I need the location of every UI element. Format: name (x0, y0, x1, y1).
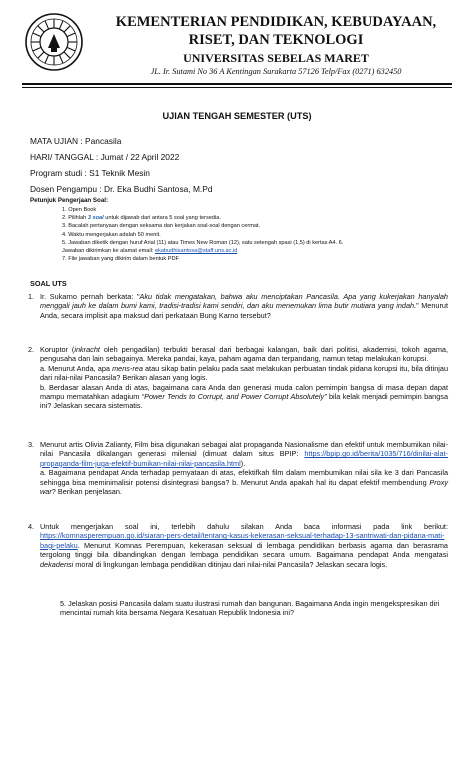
questions-heading: SOAL UTS (30, 279, 67, 288)
question-number: 1. (28, 292, 35, 301)
instruction-item: 3. Bacalah pertanyaan dengan seksama dan kerjakan soal-soal dengan cermat. (62, 223, 261, 230)
instructions-heading: Petunjuk Pengerjaan Soal: (30, 197, 109, 204)
instructions-list (62, 206, 343, 263)
question-number: 2. (28, 345, 35, 354)
letterhead-ministry-line1: KEMENTERIAN PENDIDIKAN, KEBUDAYAAN, (115, 14, 437, 30)
letterhead-rule-thick (22, 83, 452, 85)
bpip-link[interactable]: https://bpip.go.id/berita/1035/716/dinilai-alat-propaganda-film-juga-efektif-bumikan-nilai-nilai-pancasila.html (40, 449, 448, 468)
email-link[interactable]: ekabudhisantosa@staff.uns.ac.id (154, 248, 238, 255)
question-number: 4. (28, 522, 35, 531)
letterhead-address: JL. Ir. Sutami No 36 A Kentingan Surakarta 57126 Telp/Fax (0271) 632450 (150, 67, 402, 76)
info-lecturer: Dosen Pengampu : Dr. Eka Budhi Santosa, M.Pd (30, 184, 213, 194)
question-3: 3. Menurut artis Olivia Zalianty, Film bisa digunakan sebagai alat propaganda Nasionalisme dan efektif untuk membumikan nilai-nilai Pancasila dikalangan generasi milenial (dimuat dalam situs BPIP: https://bpip.go.id/berita/1035/716/dinilai-alat-propaganda-film-juga-efektif-bumikan-nilai-nilai-pancasila.html). a. Bagaimana pendapat Anda terhadap pernyataan di atas, efektifkah film dalam membumikan nilai sila ke 3 dari Pancasila sehingga bisa meminimalisir potensi disintegrasi bangsa? b. Menurut Anda apakah hal itu dapat efektif membendung Proxy war? Berikan penjelasan. (28, 440, 448, 497)
letterhead-rule-thin (22, 87, 452, 88)
question-number: 3. (28, 440, 35, 449)
question-5: 5. Jelaskan posisi Pancasila dalam suatu ilustrasi rumah dan bangunan. Bagaimana Anda ingin mengekspresikan diri mencintai rumah kita bersama Negara Kesatuan Republik Indonesia ini? (60, 599, 440, 618)
letterhead-ministry-line2: RISET, DAN TEKNOLOGI (188, 32, 364, 48)
instruction-item: 1. Open Book (62, 207, 97, 213)
instruction-item: 7. File jawaban yang dikirim dalam bentuk PDF (62, 256, 179, 263)
university-logo (24, 12, 84, 72)
question-2: 2. Koruptor (inkracht oleh pengadilan) terbukti berasal dari berbagai kalangan, baik dari politisi, akademisi, tokoh agama, pengusaha dan lain sebagainya. Mereka pandai, kaya, paham agama dan terpandang, namun tetap melakukan korupsi. a. Menurut Anda, apa mens-rea atau sikap batin pelaku pada saat melakukan perbuatan tindak pidana korupsi itu, bila ditinjau dari nilai-nilai Pancasila? Berikan alasan yang logis. b. Berdasar alasan Anda di atas, bagaimana cara Anda dan generasi muda calon pemimpin bangsa di masa depan dapat mampu mematahkan adagium “Power Tends to Corrupt, and Power Corrupt Absolutely” bila kelak menjadi pemimpin bangsa ini? Jelaskan secara sistematis. (28, 345, 449, 411)
highlight-3-soal: 3 soal (87, 215, 104, 222)
komnas-link[interactable]: https://komnasperempuan.go.id/siaran-pers-detail/tentang-kasus-kekerasan-seksual-terhadap-13-santriwati-dan-pidana-mati-bagi-pelaku (40, 531, 445, 550)
info-program: Program studi : S1 Teknik Mesin (30, 168, 150, 178)
info-subject: MATA UJIAN : Pancasila (30, 136, 122, 146)
instruction-item: 5. Jawaban diketik dengan huruf Arial (11) atau Times New Roman (12), satu setengah spasi (1,5) di kertas A4. 6. (62, 239, 344, 246)
instruction-item: Jawaban dikirimkan ke alamat email: ekabudhisantosa@staff.uns.ac.id (62, 248, 238, 255)
question-4: 4. Untuk mengerjakan soal ini, terlebih dahulu silakan Anda baca informasi pada link berikut: https://komnasperempuan.go.id/siaran-pers-detail/tentang-kasus-kekerasan-seksual-terhadap-13-santriwati-dan-pidana-mati-bagi-pelaku. Menurut Komnas Perempuan, kekerasan seksual di lembaga pendidikan berbasis agama dan berasrama tergolong tinggi bila dibandingkan dengan lembaga pendidikan secara umum. Bagaimana pendapat Anda mengatasi dekadensi moral di lingkungan lembaga pendidikan ditinjau dari nilai-nilai Pancasila? Jelaskan secara logis. (28, 522, 448, 569)
info-date: HARI/ TANGGAL : Jumat / 22 April 2022 (30, 152, 180, 162)
question-1: 1. Ir. Sukarno pernah berkata: "Aku tidak mengatakan, bahwa aku menciptakan Pancasila. Apa yang kukerjakan hanyalah menggali jauh ke dalam bumi kami, tradisi-tradisi kami sendiri, dan aku menemukan lima butir mutiara yang indah." Menurut Anda, secara implisit apa maksud dari perkataan Bung Karno tersebut? (28, 292, 448, 320)
letterhead-university: UNIVERSITAS SEBELAS MARET (183, 51, 369, 65)
instruction-item: 2. Pilihlah 3 soal untuk dijawab dari antara 5 soal yang tersedia. (62, 215, 221, 222)
instruction-item: 4. Waktu mengerjakan adalah 50 menit. (62, 231, 161, 238)
exam-title: UJIAN TENGAH SEMESTER (UTS) (162, 111, 312, 121)
